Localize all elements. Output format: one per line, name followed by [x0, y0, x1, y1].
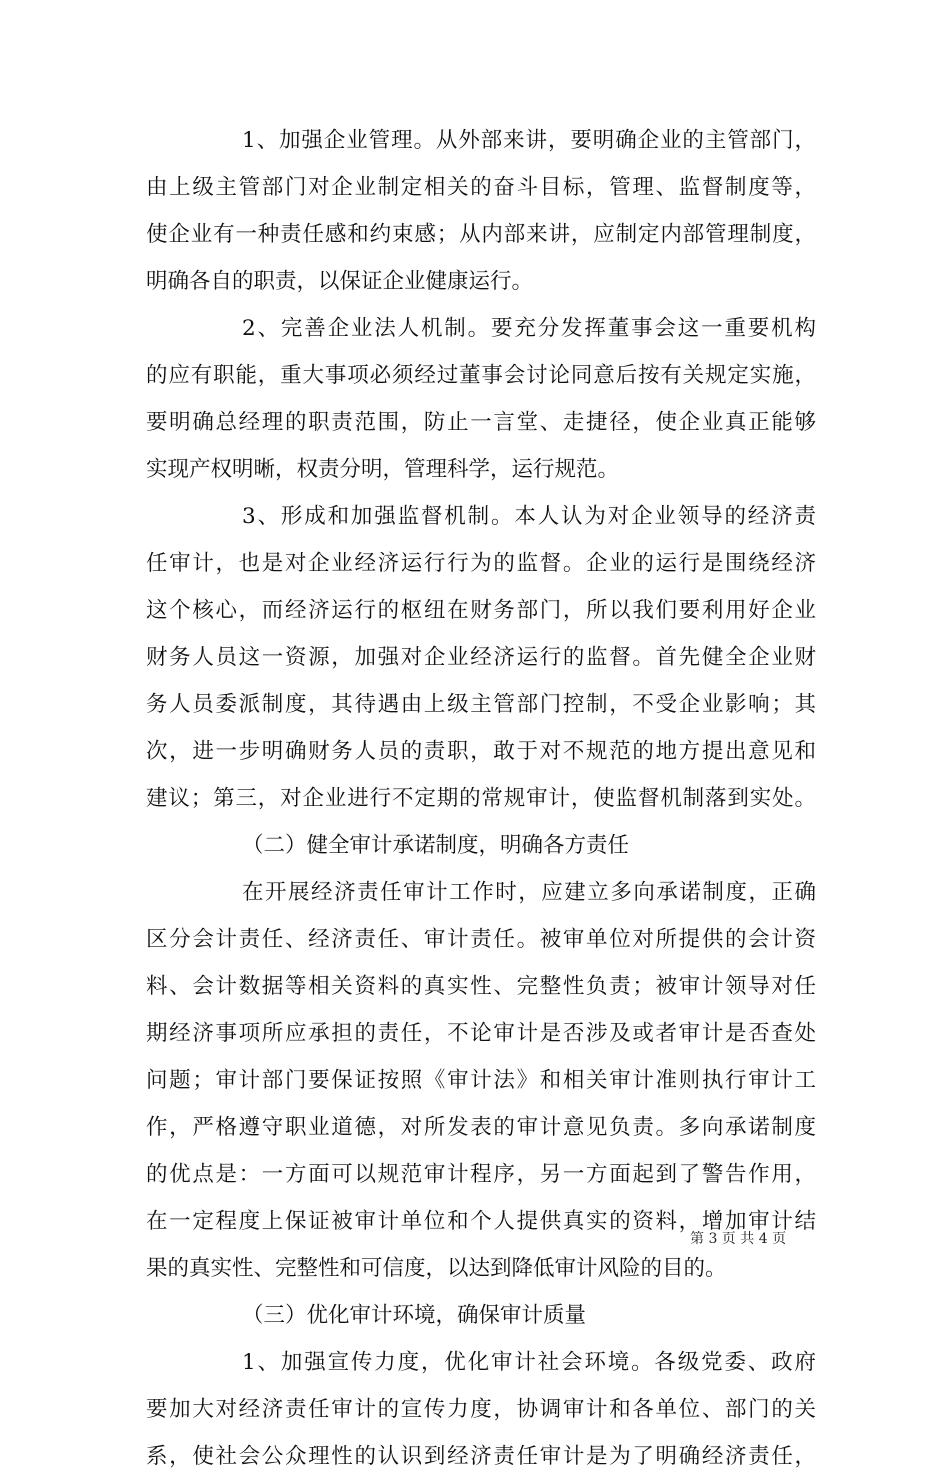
text-line: 使企业有一种责任感和约束感；从内部来讲，应制定内部管理制度，: [146, 222, 816, 247]
page-number: 第 3 页 共 4 页: [690, 1231, 787, 1247]
text-line: 问题；审计部门要保证按照《审计法》和相关审计准则执行审计工: [146, 1068, 816, 1093]
text-line: 在开展经济责任审计工作时，应建立多向承诺制度，正确: [242, 880, 816, 905]
text-line: 要加大对经济责任审计的宣传力度，协调审计和各单位、部门的关: [146, 1397, 816, 1422]
text-line: 要明确总经理的职责范围，防止一言堂、走捷径，使企业真正能够: [146, 410, 816, 435]
text-line: 次，进一步明确财务人员的责职，敢于对不规范的地方提出意见和: [146, 739, 816, 764]
text-line: 1、加强宣传力度，优化审计社会环境。各级党委、政府: [242, 1350, 816, 1375]
text-line: 的优点是：一方面可以规范审计程序，另一方面起到了警告作用，: [146, 1162, 816, 1187]
text-line: 1、加强企业管理。从外部来讲，要明确企业的主管部门，: [242, 128, 816, 153]
text-line: 2、完善企业法人机制。要充分发挥董事会这一重要机构: [242, 316, 816, 341]
document-body: [146, 117, 816, 1480]
text-line: 任审计，也是对企业经济运行行为的监督。企业的运行是围绕经济: [146, 551, 816, 576]
text-line: 在一定程度上保证被审计单位和个人提供真实的资料，增加审计结: [146, 1209, 816, 1234]
text-line: 务人员委派制度，其待遇由上级主管部门控制，不受企业影响；其: [146, 692, 816, 717]
text-line: 实现产权明晰，权责分明，管理科学，运行规范。: [146, 457, 620, 482]
text-line: 建议；第三，对企业进行不定期的常规审计，使监督机制落到实处。: [146, 786, 816, 811]
text-line: 期经济事项所应承担的责任，不论审计是否涉及或者审计是否查处: [146, 1021, 816, 1046]
text-line: 系，使社会公众理性的认识到经济责任审计是为了明确经济责任，: [146, 1444, 816, 1469]
section-heading: （二）健全审计承诺制度，明确各方责任: [242, 833, 630, 858]
text-line: 3、形成和加强监督机制。本人认为对企业领导的经济责: [242, 504, 816, 529]
text-line: 的应有职能，重大事项必须经过董事会讨论同意后按有关规定实施，: [146, 363, 816, 388]
text-line: 作，严格遵守职业道德，对所发表的审计意见负责。多向承诺制度: [146, 1115, 816, 1140]
text-line: 料、会计数据等相关资料的真实性、完整性负责；被审计领导对任: [146, 974, 816, 999]
text-line: 果的真实性、完整性和可信度，以达到降低审计风险的目的。: [146, 1256, 727, 1281]
section-heading: （三）优化审计环境，确保审计质量: [242, 1303, 587, 1328]
text-line: 由上级主管部门对企业制定相关的奋斗目标，管理、监督制度等，: [146, 175, 816, 200]
text-line: 区分会计责任、经济责任、审计责任。被审单位对所提供的会计资: [146, 927, 816, 952]
text-line: 明确各自的职责，以保证企业健康运行。: [146, 269, 534, 294]
text-line: 财务人员这一资源，加强对企业经济运行的监督。首先健全企业财: [146, 645, 816, 670]
text-line: 这个核心，而经济运行的枢纽在财务部门，所以我们要利用好企业: [146, 598, 816, 623]
